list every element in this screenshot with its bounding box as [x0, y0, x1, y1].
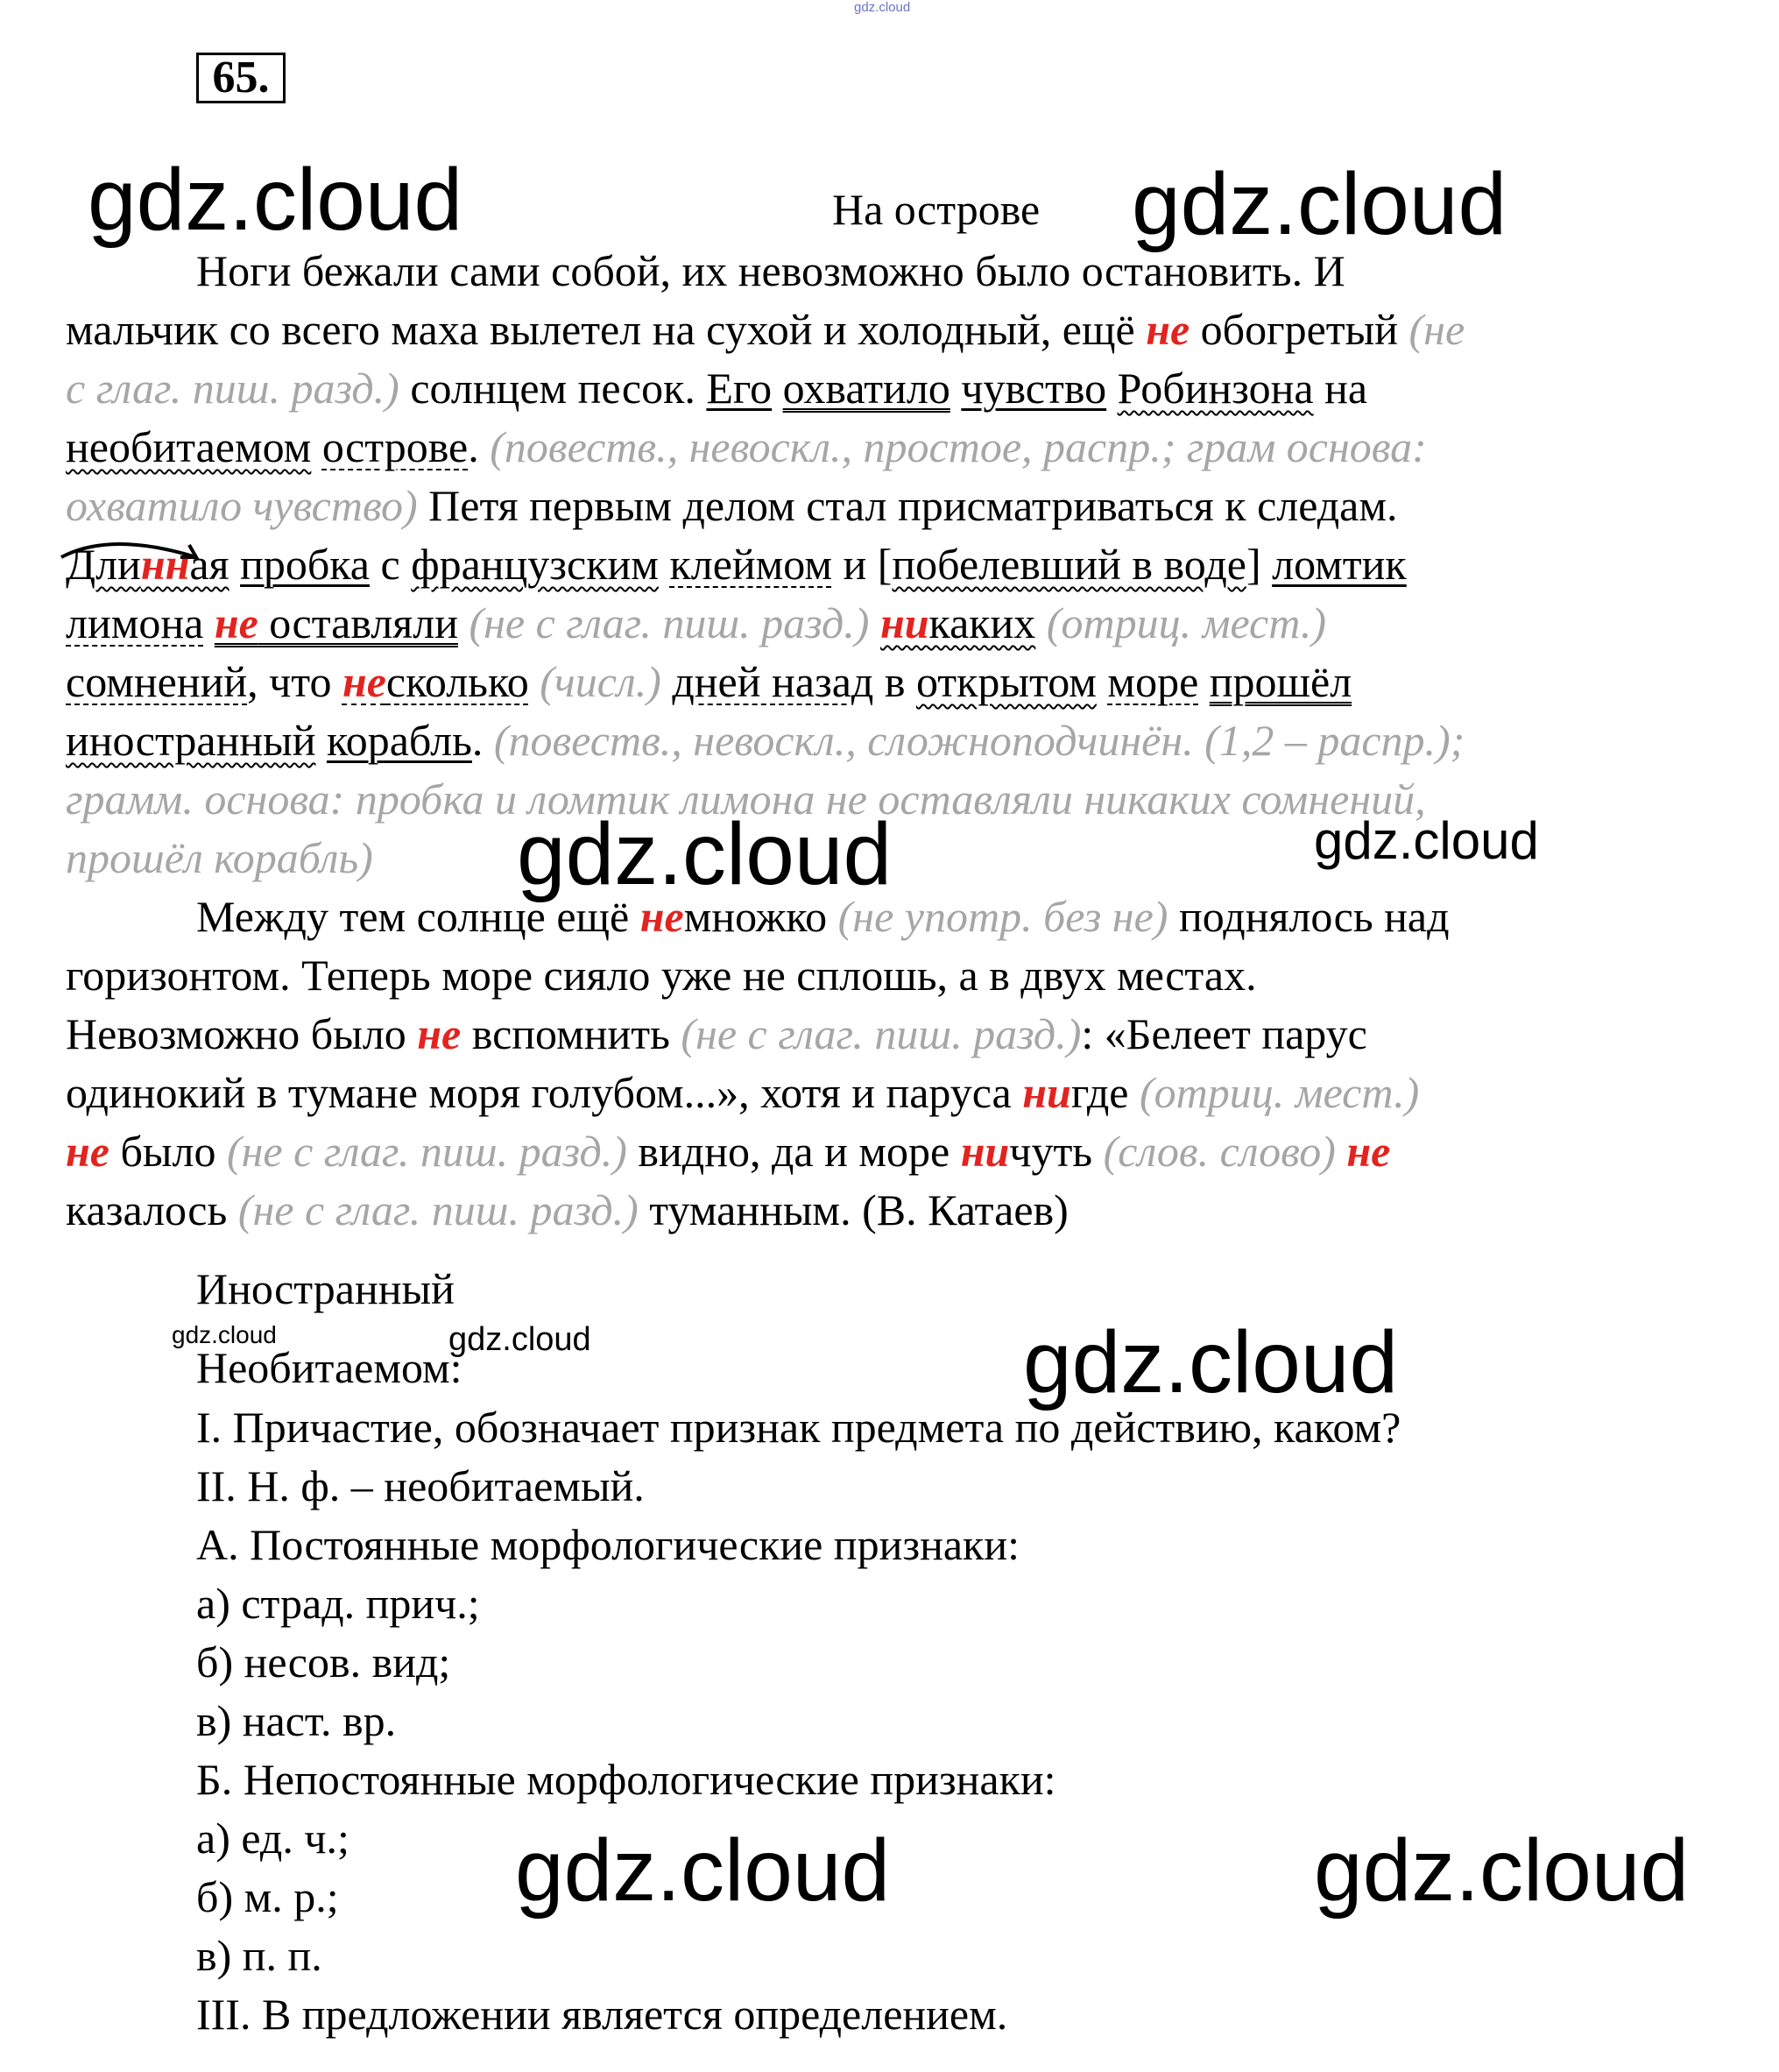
- watermark: gdz.cloud: [515, 1821, 891, 1920]
- text-line: Невозможно было не вспомнить (не с глаг. пиш. разд.): «Белеет парус: [66, 1009, 1367, 1058]
- top-watermark: gdz.cloud: [854, 0, 911, 15]
- analysis-line: б) м. р.;: [196, 1872, 339, 1921]
- text-line: горизонтом. Теперь море сияло уже не сплошь, а в двух местах.: [66, 951, 1257, 1000]
- text-line: иностранный корабль. (повеств., невоскл., сложноподчинён. (1,2 – распр.);: [66, 716, 1465, 765]
- text-line: лимона не оставляли (не с глаг. пиш. разд.) никаких (отриц. мест.): [66, 598, 1327, 647]
- text-line: прошёл корабль): [66, 833, 373, 882]
- text-line: сомнений, что несколько (числ.) дней назад в открытом море прошёл: [66, 657, 1352, 706]
- watermark: gdz.cloud: [517, 805, 893, 903]
- exercise-number: 65.: [196, 53, 286, 103]
- text-line: охватило чувство) Петя первым делом стал присматриваться к следам.: [66, 481, 1398, 530]
- text-line: казалось (не с глаг. пиш. разд.) туманным. (В. Катаев): [66, 1185, 1069, 1234]
- watermark: gdz.cloud: [172, 1321, 277, 1348]
- analysis-line: III. В предложении является определением.: [196, 1990, 1008, 2039]
- analysis-line: II. Н. ф. – необитаемый.: [196, 1461, 645, 1510]
- analysis-line: Иностранный: [196, 1264, 455, 1313]
- text-line: Ноги бежали сами собой, их невозможно было остановить. И: [196, 246, 1345, 295]
- text-line: с глаг. пиш. разд.) солнцем песок. Его охватило чувство Робинзона на: [66, 364, 1368, 413]
- page-title: На острове: [832, 185, 1041, 234]
- text-line: необитаемом острове. (повеств., невоскл., простое, распр.; грам основа:: [66, 422, 1427, 471]
- analysis-line: А. Постоянные морфологические признаки:: [196, 1520, 1020, 1569]
- watermark: gdz.cloud: [1132, 155, 1507, 253]
- analysis-line: а) страд. прич.;: [196, 1579, 480, 1628]
- text-line: мальчик со всего маха вылетел на сухой и холодный, ещё не обогретый (не: [66, 305, 1465, 354]
- text-line: не было (не с глаг. пиш. разд.) видно, да и море ничуть (слов. слово) не: [66, 1127, 1391, 1176]
- text-line: грамм. основа: пробка и ломтик лимона не оставляли никаких сомнений,: [66, 774, 1426, 824]
- watermark: gdz.cloud: [1314, 1821, 1690, 1920]
- analysis-line: Б. Непостоянные морфологические признаки:: [196, 1755, 1056, 1804]
- watermark: gdz.cloud: [448, 1321, 591, 1358]
- text-line: Между тем солнце ещё немножко (не употр. без не) поднялось над: [196, 892, 1450, 941]
- text-line: Длинная пробка с французским клеймом и [побелевший в воде] ломтик: [66, 540, 1407, 589]
- text-line: одинокий в тумане моря голубом...», хотя и паруса нигде (отриц. мест.): [66, 1068, 1420, 1117]
- watermark: gdz.cloud: [1023, 1313, 1399, 1411]
- analysis-line: I. Причастие, обозначает признак предмета по действию, каком?: [196, 1403, 1401, 1452]
- analysis-line: Необитаемом:: [196, 1343, 462, 1392]
- analysis-line: в) наст. вр.: [196, 1696, 397, 1745]
- watermark: gdz.cloud: [88, 151, 463, 249]
- watermark: gdz.cloud: [1314, 811, 1539, 870]
- analysis-line: а) ед. ч.;: [196, 1814, 349, 1863]
- analysis-line: в) п. п.: [196, 1931, 322, 1980]
- analysis-line: б) несов. вид;: [196, 1637, 451, 1687]
